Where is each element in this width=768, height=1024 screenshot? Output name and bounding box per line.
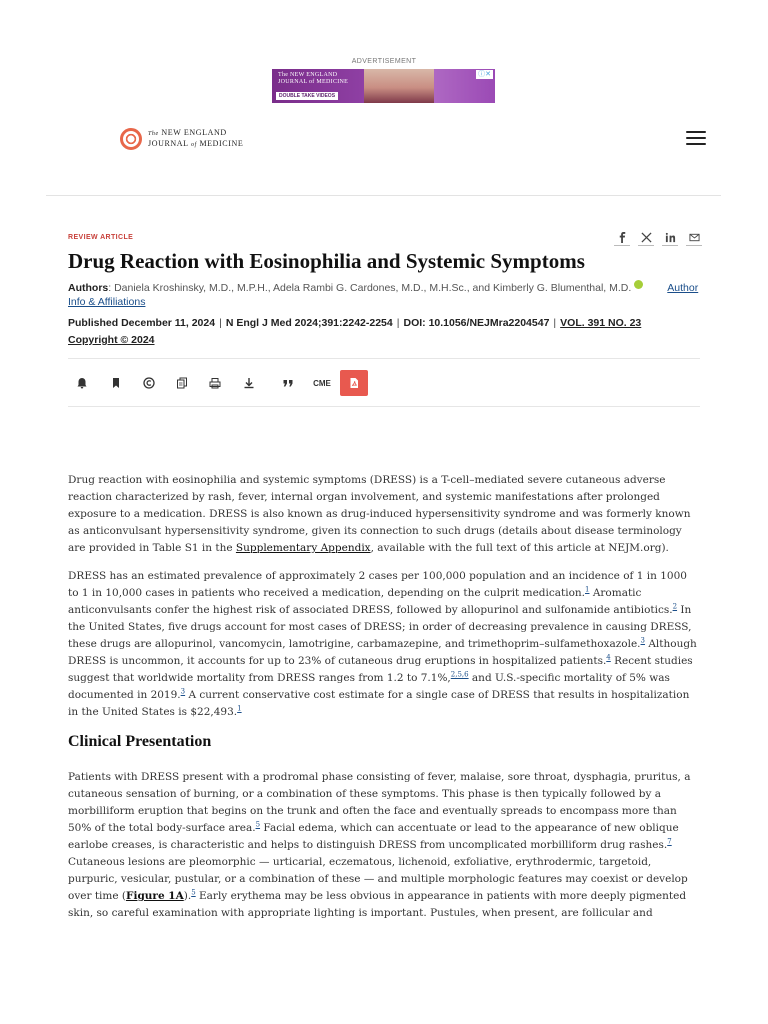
- nejm-seal-icon: [120, 128, 142, 150]
- p2-text-e: Recent studies suggest that worldwide mortality from DRESS ranges from 1.2 to 7.1%,: [68, 655, 693, 684]
- paragraph-intro: [68, 472, 700, 557]
- ad-button[interactable]: DOUBLE TAKE VIDEOS: [276, 92, 338, 100]
- p1-text-b: , available with the full text of this article at NEJM.org).: [370, 542, 669, 554]
- paragraph-clinical-presentation: [68, 769, 700, 922]
- bookmark-icon[interactable]: [108, 370, 124, 396]
- p2-text-a: DRESS has an estimated prevalence of approximately 2 cases per 100,000 population and an incidence of 1 in 1000 to 1 in 10,000 cases in patients who received a medication, depending on the culprit medication.: [68, 570, 687, 599]
- citation: N Engl J Med 2024;391:2242-2254: [225, 317, 393, 329]
- ad-close-icon[interactable]: ⓘ✕: [478, 71, 491, 78]
- reference-link[interactable]: 1: [237, 704, 242, 713]
- p3-text-d: ).: [183, 890, 192, 902]
- paragraph-epidemiology: [68, 568, 700, 721]
- reference-link[interactable]: 3: [180, 687, 186, 696]
- download-icon[interactable]: [241, 370, 257, 396]
- reference-link[interactable]: 5: [255, 820, 261, 829]
- reference-link[interactable]: 2: [672, 602, 678, 611]
- article-title: Drug Reaction with Eosinophilia and Systemic Symptoms: [68, 249, 585, 273]
- article-toolbar: [68, 358, 700, 407]
- pdf-button[interactable]: [340, 370, 368, 396]
- cite-quote-icon[interactable]: [280, 370, 296, 396]
- p3-text-b: Facial edema, which can accentuate or lead to the appearance of new oblique earlobe creases, is characteristic and helps to distinguish DRESS from uncomplicated morbilliform drug rashes.: [68, 822, 679, 851]
- logo-medicine: MEDICINE: [199, 139, 244, 148]
- doi[interactable]: DOI: 10.1056/NEJMra2204547: [403, 317, 550, 329]
- orcid-icon[interactable]: [634, 280, 643, 289]
- cme-button[interactable]: CME: [313, 378, 331, 388]
- ad-logo-line2: JOURNAL of MEDICINE: [278, 79, 349, 85]
- authors-names[interactable]: : Daniela Kroshinsky, M.D., M.P.H., Adela Rambi G. Cardones, M.D., M.H.Sc., and Kimberly G. Blumenthal, M.D.: [108, 282, 632, 294]
- authors-line: [68, 280, 700, 309]
- copyright-permissions-icon[interactable]: [141, 370, 157, 396]
- reference-link[interactable]: 2,5,6: [450, 670, 469, 679]
- advertisement-label: ADVERTISEMENT: [351, 58, 417, 65]
- copyright-link[interactable]: Copyright © 2024: [68, 334, 155, 346]
- share-bar: [614, 230, 702, 246]
- ad-logo: [278, 72, 348, 86]
- email-icon[interactable]: [686, 230, 702, 246]
- logo-the: The: [148, 131, 159, 137]
- published-date: Published December 11, 2024: [68, 317, 216, 329]
- volume-link[interactable]: VOL. 391 NO. 23: [560, 317, 642, 329]
- reference-link[interactable]: 1: [585, 585, 590, 594]
- ad-photo: [364, 69, 434, 103]
- figure-1a-link[interactable]: Figure 1A: [126, 890, 184, 902]
- logo-wordmark: [148, 128, 243, 150]
- x-twitter-icon[interactable]: [638, 230, 654, 246]
- reference-link[interactable]: 7: [667, 837, 672, 846]
- print-icon[interactable]: [207, 370, 223, 396]
- header-divider: [46, 195, 721, 196]
- supplementary-appendix-link[interactable]: Supplementary Appendix: [235, 542, 371, 554]
- hamburger-menu-icon[interactable]: [686, 131, 706, 147]
- p2-text-f: and U.S.-specific mortality of 5% was documented in 2019.: [68, 672, 670, 701]
- article-type[interactable]: REVIEW ARTICLE: [68, 234, 134, 241]
- authors-label: Authors: [68, 282, 109, 294]
- reprints-icon[interactable]: [174, 370, 190, 396]
- p2-text-b: Aromatic anticonvulsants confer the highest risk of associated DRESS, followed by allopurinol and sulfonamide antibiotics.: [68, 587, 673, 616]
- ad-banner[interactable]: [272, 69, 495, 103]
- facebook-icon[interactable]: [614, 230, 630, 246]
- p2-text-c: In the United States, five drugs account for most cases of DRESS; in order of decreasing prevalence in causing DRESS, these drugs are allopurinol, vancomycin, lamotrigine, carbamazepine, and trimethoprim–sulfamethoxazole.: [68, 604, 692, 650]
- p1-text-a: Drug reaction with eosinophilia and systemic symptoms (DRESS) is a T-cell–mediated severe cutaneous adverse reaction characterized by rash, fever, internal organ involvement, and systemic manifestations after prolonged exposure to a medication. DRESS is also known as drug-induced hypersensitivity syndrome and was formerly known as anticonvulsant hypersensitivity syndrome, given its connection to such drugs (details about disease terminology are provided in Table S1 in the: [68, 474, 691, 554]
- linkedin-icon[interactable]: [662, 230, 678, 246]
- p3-text-e: Early erythema may be less obvious in appearance in patients with more deeply pigmented skin, so careful examination with appropriate lighting is important. Pustules, when present, are follicular and: [68, 890, 687, 919]
- ad-logo-line1: The NEW ENGLAND: [278, 72, 338, 78]
- author-info-link[interactable]: Author Info & Affiliations: [68, 282, 699, 308]
- reference-link[interactable]: 3: [640, 636, 645, 645]
- p2-text-g: A current conservative cost estimate for a single case of DRESS that results in hospitalization in the United States is $22,493.: [68, 689, 690, 718]
- publication-info: Published December 11, 2024 | N Engl J Med 2024;391:2242-2254 | DOI: 10.1056/NEJMra2204547 | VOL. 391 NO. 23 Copyright © 2024: [68, 317, 642, 346]
- alert-bell-icon[interactable]: [74, 370, 90, 396]
- section-heading-clinical-presentation: Clinical Presentation: [68, 733, 212, 750]
- reference-link[interactable]: 4: [606, 653, 611, 662]
- nejm-logo[interactable]: [120, 128, 243, 150]
- logo-journal: JOURNAL: [148, 139, 189, 148]
- p3-text-a: Patients with DRESS present with a prodromal phase consisting of fever, malaise, sore throat, dysphagia, pruritus, a cutaneous sensation of burning, or a combination of these symptoms. This phase is then typically followed by a morbilliform eruption that begins on the trunk and often the face and eventually spreads to encompass more than 50% of the total body-surface area.: [68, 771, 691, 834]
- logo-new-england: NEW ENGLAND: [161, 128, 227, 137]
- logo-of: of: [190, 142, 197, 148]
- p3-text-c: Cutaneous lesions are pleomorphic — urticarial, eczematous, lichenoid, exfoliative, erythrodermic, targetoid, purpuric, vesicular, pustular, or a combination of these — and multiple morphologic features may coexist or develop over time (: [68, 856, 688, 902]
- reference-link[interactable]: 5: [191, 888, 196, 897]
- pdf-icon: [348, 377, 360, 389]
- p2-text-d: Although DRESS is uncommon, it accounts for up to 23% of cutaneous drug eruptions in hospitalized patients.: [68, 638, 697, 667]
